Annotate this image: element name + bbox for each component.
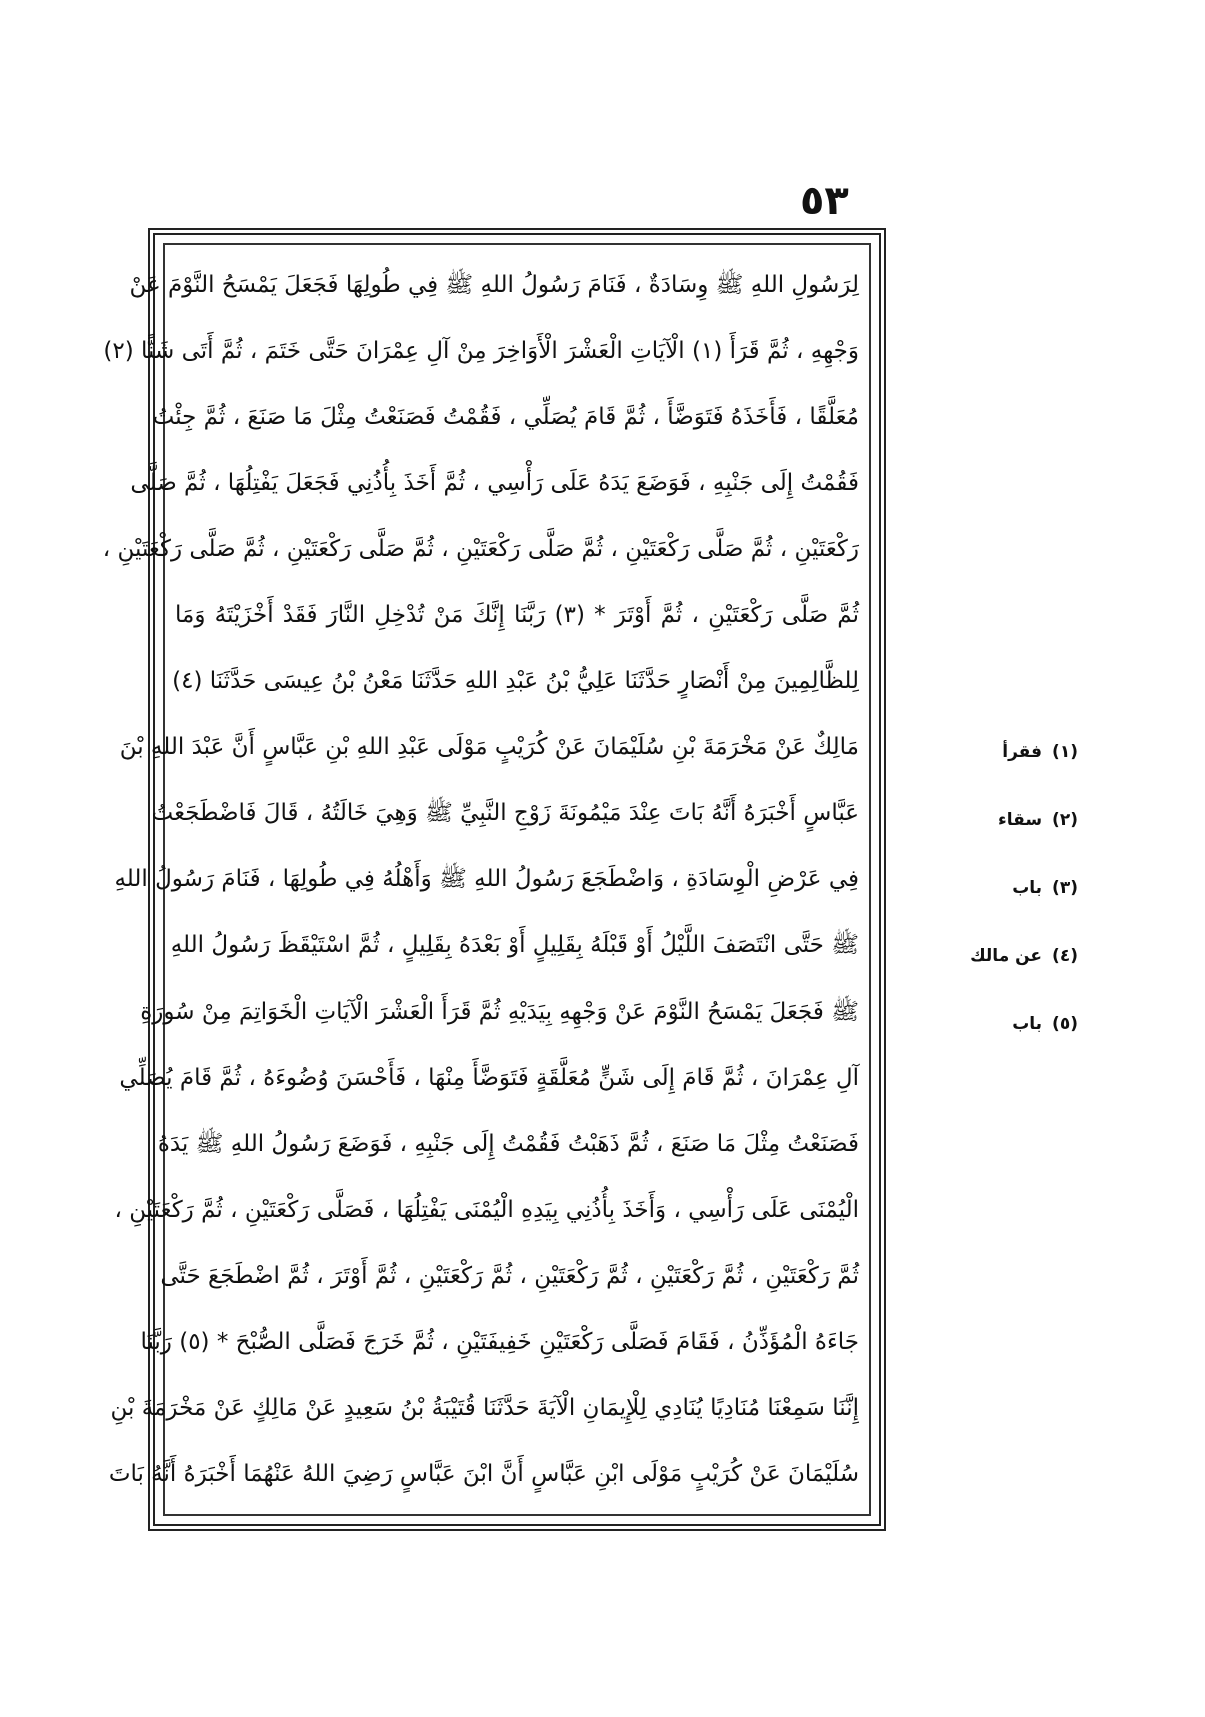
margin-note xyxy=(968,990,1078,1058)
text-line: ثُمَّ رَكْعَتَيْنِ ، ثُمَّ رَكْعَتَيْنِ ، ثُمَّ رَكْعَتَيْنِ ، ثُمَّ رَكْعَتَيْنِ ، ثُمَّ أَوْتَرَ ، ثُمَّ اضْطَجَعَ حَتَّى xyxy=(160,1262,859,1289)
text-line: مُعَلَّقًا ، فَأَخَذَهُ فَتَوَضَّأَ ، ثُمَّ قَامَ يُصَلِّي ، فَقُمْتُ فَصَنَعْتُ مِثْلَ مَا صَنَعَ ، ثُمَّ جِئْتُ xyxy=(152,404,859,431)
margin-note-number: (٣) xyxy=(1052,878,1078,898)
text-line: لِرَسُولِ اللهِ ﷺ وِسَادَةٌ ، فَنَامَ رَسُولُ اللهِ ﷺ فِي طُولِهَا فَجَعَلَ يَمْسَحُ النَّوْمَ عَنْ xyxy=(129,272,859,298)
text-frame xyxy=(102,228,886,1531)
text-line: فَصَنَعْتُ مِثْلَ مَا صَنَعَ ، ثُمَّ ذَهَبْتُ فَقُمْتُ إِلَى جَنْبِهِ ، فَوَضَعَ رَسُولُ اللهِ ﷺ يَدَهُ xyxy=(157,1130,859,1157)
text-line: فَقُمْتُ إِلَى جَنْبِهِ ، فَوَضَعَ يَدَهُ عَلَى رَأْسِي ، ثُمَّ أَخَذَ بِأُذُنِي فَجَعَلَ يَفْتِلُهَا ، ثُمَّ صَلَّى xyxy=(130,470,859,497)
main-text-block xyxy=(102,255,860,1504)
margin-note-word: سقاء xyxy=(998,810,1043,830)
margin-note-word: باب xyxy=(1012,1014,1043,1034)
text-line: وَجْهِهِ ، ثُمَّ قَرَأَ (١) الْآيَاتِ الْعَشْرَ الْأَوَاخِرَ مِنْ آلِ عِمْرَانَ حَتَّى خَتَمَ ، ثُمَّ أَتَى شَنًّا (٢) xyxy=(103,338,859,365)
text-line: الْيُمْنَى عَلَى رَأْسِي ، وَأَخَذَ بِأُذُنِي بِيَدِهِ الْيُمْنَى يَفْتِلُهَا ، فَصَلَّى رَكْعَتَيْنِ ، ثُمَّ رَكْعَتَيْنِ ، xyxy=(114,1196,859,1223)
text-line: ﷺ حَتَّى انْتَصَفَ اللَّيْلُ أَوْ قَبْلَهُ بِقَلِيلٍ أَوْ بَعْدَهُ بِقَلِيلٍ ، ثُمَّ اسْتَيْقَظَ رَسُولُ اللهِ xyxy=(170,932,859,959)
text-line: مَالِكٌ عَنْ مَخْرَمَةَ بْنِ سُلَيْمَانَ عَنْ كُرَيْبٍ مَوْلَى عَبْدِ اللهِ بْنِ عَبَّاسٍ أَنَّ عَبْدَ اللهِ بْنَ xyxy=(119,734,859,761)
margin-note-number: (١) xyxy=(1052,742,1078,762)
text-line: لِلظَّالِمِينَ مِنْ أَنْصَارٍ حَدَّثَنَا عَلِيُّ بْنُ عَبْدِ اللهِ حَدَّثَنَا مَعْنُ بْنُ عِيسَى حَدَّثَنَا (٤) xyxy=(172,668,859,695)
margin-note xyxy=(968,922,1078,990)
margin-note-number: (٢) xyxy=(1052,810,1078,830)
margin-notes xyxy=(968,718,1078,1058)
text-line: ﷺ فَجَعَلَ يَمْسَحُ النَّوْمَ عَنْ وَجْهِهِ بِيَدَيْهِ ثُمَّ قَرَأَ الْعَشْرَ الْآيَاتِ الْخَوَاتِمَ مِنْ سُورَةِ xyxy=(140,998,859,1025)
text-line: سُلَيْمَانَ عَنْ كُرَيْبٍ مَوْلَى ابْنِ عَبَّاسٍ أَنَّ ابْنَ عَبَّاسٍ رَضِيَ اللهُ عَنْهُمَا أَخْبَرَهُ أَنَّهُ بَاتَ xyxy=(108,1460,859,1487)
text-line: فِي عَرْضِ الْوِسَادَةِ ، وَاضْطَجَعَ رَسُولُ اللهِ ﷺ وَأَهْلُهُ فِي طُولِهَا ، فَنَامَ رَسُولُ اللهِ xyxy=(114,866,859,893)
margin-note xyxy=(968,786,1078,854)
text-line: جَاءَهُ الْمُؤَذِّنُ ، فَقَامَ فَصَلَّى رَكْعَتَيْنِ خَفِيفَتَيْنِ ، ثُمَّ خَرَجَ فَصَلَّى الصُّبْحَ * (٥) رَبَّنَا xyxy=(140,1328,859,1355)
margin-note-number: (٥) xyxy=(1052,1014,1078,1034)
page-number: ٥٣ xyxy=(800,178,849,224)
margin-note xyxy=(968,854,1078,922)
margin-note-word: عن مالك xyxy=(970,946,1043,966)
text-line: عَبَّاسٍ أَخْبَرَهُ أَنَّهُ بَاتَ عِنْدَ مَيْمُونَةَ زَوْجِ النَّبِيِّ ﷺ وَهِيَ خَالَتُهُ ، قَالَ فَاضْطَجَعْتُ xyxy=(151,800,859,827)
text-line: إِنَّنَا سَمِعْنَا مُنَادِيًا يُنَادِي لِلْإِيمَانِ الْآيَةَ حَدَّثَنَا قُتَيْبَةُ بْنُ سَعِيدٍ عَنْ مَالِكٍ عَنْ مَخْرَمَةَ بْنِ xyxy=(110,1394,859,1421)
text-line: آلِ عِمْرَانَ ، ثُمَّ قَامَ إِلَى شَنٍّ مُعَلَّقَةٍ فَتَوَضَّأَ مِنْهَا ، فَأَحْسَنَ وُضُوءَهُ ، ثُمَّ قَامَ يُصَلِّي xyxy=(119,1064,859,1091)
text-line: رَكْعَتَيْنِ ، ثُمَّ صَلَّى رَكْعَتَيْنِ ، ثُمَّ صَلَّى رَكْعَتَيْنِ ، ثُمَّ صَلَّى رَكْعَتَيْنِ ، ثُمَّ صَلَّى رَكْعَتَيْنِ ، xyxy=(102,536,859,563)
margin-note-number: (٤) xyxy=(1052,946,1078,966)
text-line: ثُمَّ صَلَّى رَكْعَتَيْنِ ، ثُمَّ أَوْتَرَ * (٣) رَبَّنَا إِنَّكَ مَنْ تُدْخِلِ النَّارَ فَقَدْ أَخْزَيْتَهُ وَمَا xyxy=(175,602,860,629)
margin-note-word: باب xyxy=(1012,878,1043,898)
margin-note xyxy=(968,718,1078,786)
margin-note-word: فقرأ xyxy=(1002,742,1043,762)
